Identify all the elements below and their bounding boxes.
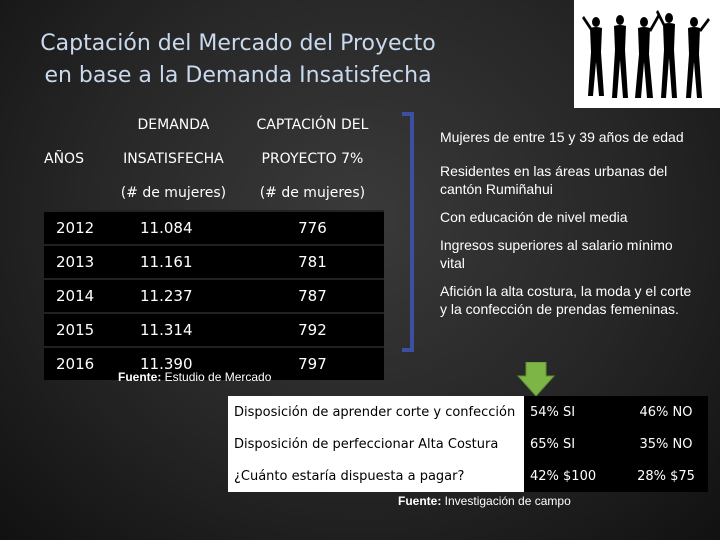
capture-header-3: (# de mujeres)	[259, 185, 366, 201]
year-cell: 2014	[44, 279, 106, 313]
survey-no: 28% $75	[624, 460, 708, 492]
survey-question: Disposición de aprender corte y confección	[228, 396, 524, 428]
demand-cell: 11.314	[106, 313, 241, 347]
criteria-item: Residentes en las áreas urbanas del cantón Rumiñahui	[440, 163, 668, 197]
capture-cell: 792	[241, 313, 384, 347]
slide-title	[8, 28, 468, 92]
survey-row	[228, 396, 708, 428]
demand-cell: 11.390	[106, 347, 241, 380]
demand-table	[44, 108, 384, 380]
survey-row	[228, 460, 708, 492]
market-study-source	[118, 370, 271, 384]
survey-no: 35% NO	[624, 428, 708, 460]
survey-question: Disposición de perfeccionar Alta Costura	[228, 428, 524, 460]
table-row	[44, 279, 384, 313]
survey-row	[228, 428, 708, 460]
demand-cell: 11.237	[106, 279, 241, 313]
silhouettes-icon	[574, 0, 720, 108]
criteria-item: Ingresos superiores al salario mínimo vital	[440, 237, 673, 271]
capture-header-2: PROYECTO 7%	[261, 151, 364, 167]
table-header-row-3	[44, 176, 384, 211]
capture-cell: 797	[241, 347, 384, 380]
women-silhouettes-image	[574, 0, 720, 108]
target-criteria-list	[440, 128, 700, 328]
source-label: Fuente:	[398, 494, 442, 508]
title-line-1: Captación del Mercado del Proyecto	[40, 31, 436, 56]
table-header-row-1	[44, 108, 384, 142]
source-text: Estudio de Mercado	[161, 370, 272, 384]
survey-yes: 54% SI	[524, 396, 624, 428]
source-label: Fuente:	[118, 370, 162, 384]
field-research-source	[398, 494, 571, 508]
table-row	[44, 211, 384, 245]
source-text: Investigación de campo	[441, 494, 571, 508]
criteria-item: Con educación de nivel media	[440, 209, 628, 225]
demand-cell: 11.084	[106, 211, 241, 245]
year-header: AÑOS	[44, 151, 84, 167]
table-row	[44, 313, 384, 347]
demand-header-3: (# de mujeres)	[120, 185, 227, 201]
survey-yes: 65% SI	[524, 428, 624, 460]
demand-cell: 11.161	[106, 245, 241, 279]
capture-header-1: CAPTACIÓN DEL	[256, 117, 369, 133]
down-arrow-icon	[516, 362, 556, 398]
capture-cell: 781	[241, 245, 384, 279]
capture-cell: 787	[241, 279, 384, 313]
year-cell: 2015	[44, 313, 106, 347]
demand-header-2: INSATISFECHA	[123, 151, 224, 167]
year-cell: 2016	[44, 347, 106, 380]
survey-question: ¿Cuánto estaría dispuesta a pagar?	[228, 460, 524, 492]
demand-header-1: DEMANDA	[137, 117, 210, 133]
title-line-2: en base a la Demanda Insatisfecha	[44, 63, 432, 88]
table-row	[44, 245, 384, 279]
criteria-item: Mujeres de entre 15 y 39 años de edad	[440, 129, 684, 145]
year-cell: 2012	[44, 211, 106, 245]
table-header-row-2	[44, 142, 384, 176]
survey-no: 46% NO	[624, 396, 708, 428]
bracket-icon	[398, 112, 418, 352]
criteria-item: Afición la alta costura, la moda y el corte y la confección de prendas femeninas.	[440, 283, 692, 317]
survey-yes: 42% $100	[524, 460, 624, 492]
year-cell: 2013	[44, 245, 106, 279]
survey-table	[228, 396, 708, 492]
capture-cell: 776	[241, 211, 384, 245]
